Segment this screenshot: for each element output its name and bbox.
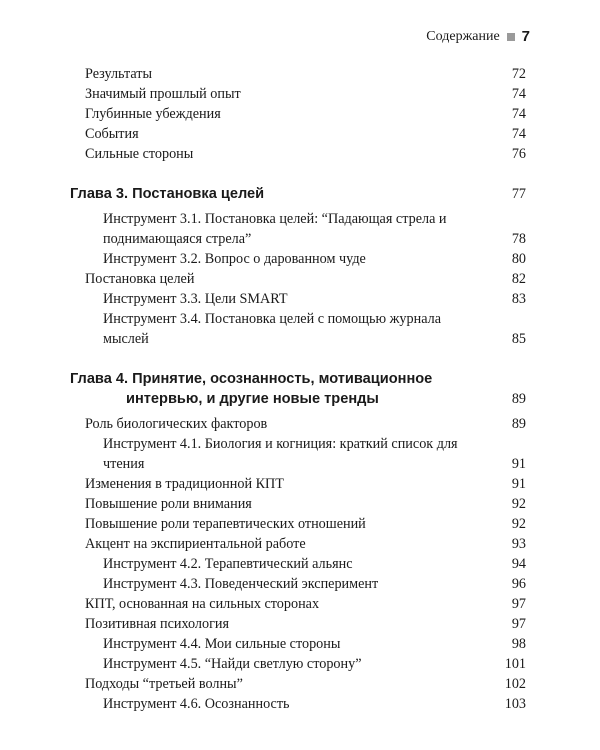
toc-page: 97 [511, 596, 526, 612]
page-number: 7 [521, 28, 530, 45]
toc-entry[interactable]: Глубинные убеждения 74 [85, 106, 526, 122]
toc-entry[interactable]: Инструмент 3.1. Постановка целей: “Падающая стрела и поднимающаяся стрела” 78 [103, 211, 526, 247]
toc-page: 91 [511, 456, 526, 472]
toc-page: 83 [511, 291, 526, 307]
toc-chapter-3[interactable]: Глава 3. Постановка целей 77 [70, 186, 526, 202]
toc-entry[interactable]: Инструмент 3.3. Цели SMART 83 [103, 291, 526, 307]
toc-entry[interactable]: КПТ, основанная на сильных сторонах 97 [85, 596, 526, 612]
toc-entry[interactable]: Инструмент 3.2. Вопрос о дарованном чуде 80 [103, 251, 526, 267]
toc-entry[interactable]: События 74 [85, 126, 526, 142]
toc-entry[interactable]: Значимый прошлый опыт 74 [85, 86, 526, 102]
toc-entry[interactable]: Инструмент 4.1. Биология и когниция: краткий список для чтения 91 [103, 436, 526, 472]
toc-entry[interactable]: Повышение роли внимания 92 [85, 496, 526, 512]
toc-page: 85 [511, 331, 526, 347]
toc-entry[interactable]: Роль биологических факторов 89 [85, 416, 526, 432]
toc-entry[interactable]: Позитивная психология 97 [85, 616, 526, 632]
toc-entry[interactable]: Инструмент 4.2. Терапевтический альянс 94 [103, 556, 526, 572]
toc-page: 76 [511, 146, 526, 162]
toc-page: 72 [511, 66, 526, 82]
toc-page: 82 [511, 271, 526, 287]
toc-page: 93 [511, 536, 526, 552]
toc-page: 77 [511, 186, 526, 202]
toc-page: 96 [511, 576, 526, 592]
toc-page: 74 [511, 106, 526, 122]
toc-page: 89 [511, 391, 526, 407]
section-title: Содержание [426, 28, 500, 44]
toc-entry[interactable]: Изменения в традиционной КПТ 91 [85, 476, 526, 492]
toc-entry[interactable]: Инструмент 3.4. Постановка целей с помощью журнала мыслей 85 [103, 311, 526, 347]
toc-page: 94 [511, 556, 526, 572]
toc-page: 74 [511, 86, 526, 102]
running-header [426, 28, 530, 45]
toc-page: 78 [511, 231, 526, 247]
toc-entry[interactable]: Результаты 72 [85, 66, 526, 82]
toc-page: 98 [511, 636, 526, 652]
toc-chapter-4[interactable]: Глава 4. Принятие, осознанность, мотивационное интервью, и другие новые тренды 89 [70, 371, 526, 407]
toc-entry[interactable]: Повышение роли терапевтических отношений 92 [85, 516, 526, 532]
toc-entry[interactable]: Инструмент 4.6. Осознанность 103 [103, 696, 526, 712]
toc-page: 89 [511, 416, 526, 432]
toc-entry[interactable]: Акцент на экспириентальной работе 93 [85, 536, 526, 552]
toc-entry[interactable]: Инструмент 4.5. “Найди светлую сторону” 101 [103, 656, 526, 672]
toc-entry[interactable]: Инструмент 4.4. Мои сильные стороны 98 [103, 636, 526, 652]
toc-page: 102 [504, 676, 526, 692]
toc-page: 92 [511, 516, 526, 532]
toc-entry[interactable]: Сильные стороны 76 [85, 146, 526, 162]
toc-page: 101 [504, 656, 526, 672]
toc-entry[interactable]: Подходы “третьей волны” 102 [85, 676, 526, 692]
toc-page: 92 [511, 496, 526, 512]
toc-page: 80 [511, 251, 526, 267]
square-bullet-icon [507, 33, 515, 41]
toc-page: 91 [511, 476, 526, 492]
table-of-contents [70, 64, 526, 714]
toc-entry[interactable]: Инструмент 4.3. Поведенческий эксперимент 96 [103, 576, 526, 592]
toc-page: 103 [504, 696, 526, 712]
toc-page: 74 [511, 126, 526, 142]
toc-page: 97 [511, 616, 526, 632]
toc-entry[interactable]: Постановка целей 82 [85, 271, 526, 287]
